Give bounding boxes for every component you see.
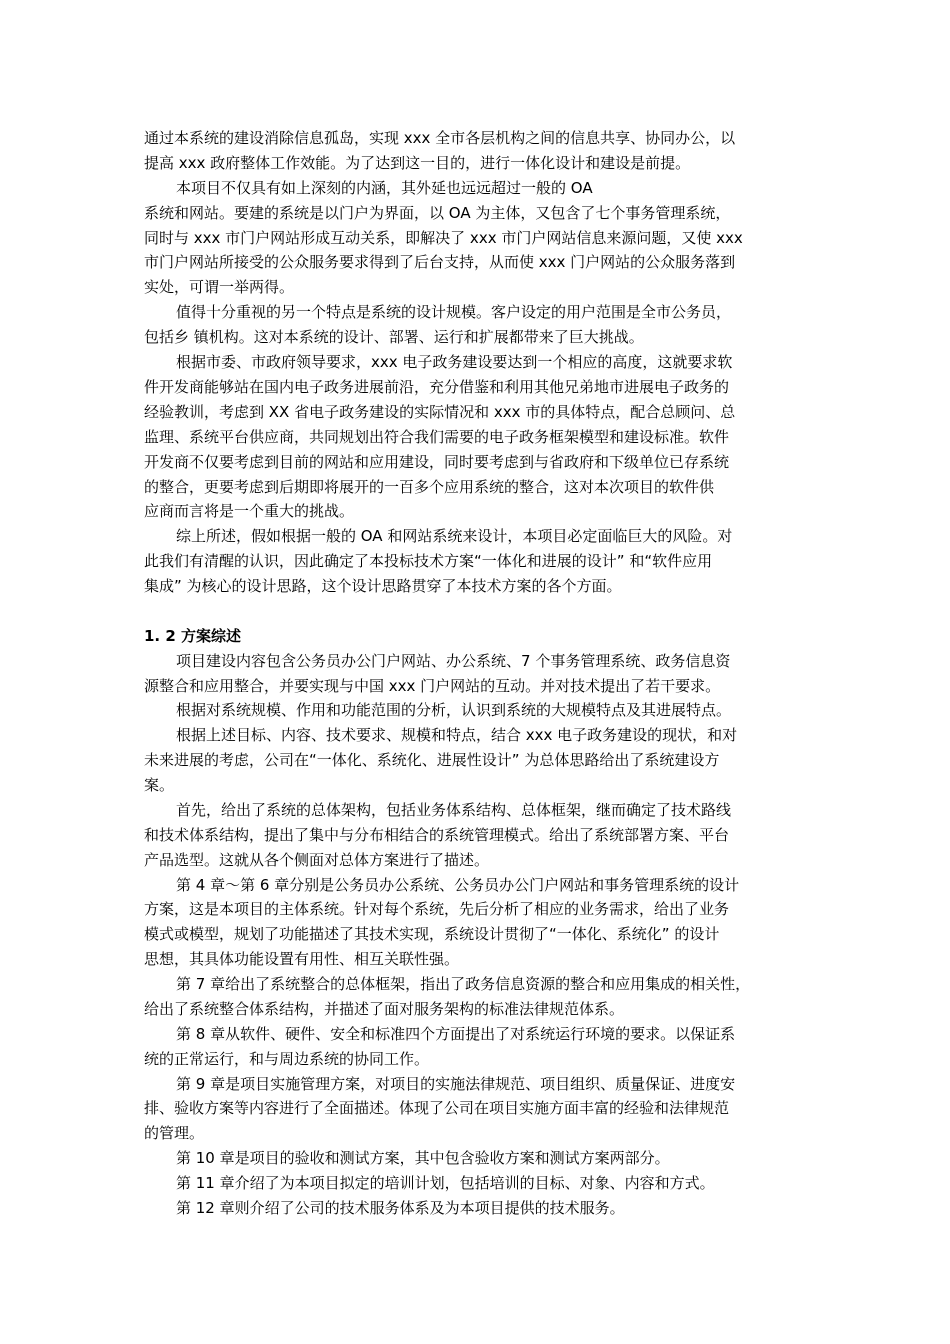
text-line: 未来进展的考虑，公司在“一体化、系统化、进展性设计” 为总体思路给出了系统建设方 xyxy=(144,751,720,769)
text-line: 和技术体系结构，提出了集中与分布相结合的系统管理模式。给出了系统部署方案、平台 xyxy=(144,826,730,844)
text-line: 开发商不仅要考虑到目前的网站和应用建设，同时要考虑到与省政府和下级单位已存系统 xyxy=(144,453,730,471)
text-line: 监理、系统平台供应商，共同规划出符合我们需要的电子政务框架模型和建设标准。软件 xyxy=(144,428,730,446)
text-line: 第 12 章则介绍了公司的技术服务体系及为本项目提供的技术服务。 xyxy=(176,1199,625,1217)
text-line: 首先，给出了系统的总体架构，包括业务体系结构、总体框架，继而确定了技术路线 xyxy=(176,801,732,819)
text-line: 第 10 章是项目的验收和测试方案，其中包含验收方案和测试方案两部分。 xyxy=(176,1149,670,1167)
text-line: 产品选型。这就从各个侧面对总体方案进行了描述。 xyxy=(144,851,490,869)
text-line: 案。 xyxy=(144,776,175,794)
text-line: 本项目不仅具有如上深刻的内涵，其外延也远远超过一般的 OA xyxy=(176,179,593,197)
text-line: 经验教训，考虑到 XX 省电子政务建设的实际情况和 xxx 市的具体特点，配合总顾问、总 xyxy=(144,403,736,421)
text-line: 排、验收方案等内容进行了全面描述。体现了公司在项目实施方面丰富的经验和法律规范 xyxy=(144,1099,730,1117)
text-line: 第 7 章给出了系统整合的总体框架，指出了政务信息资源的整合和应用集成的相关性， xyxy=(176,975,751,993)
text-line: 模式或模型，规划了功能描述了其技术实现，系统设计贯彻了“一体化、系统化” 的设计 xyxy=(144,925,720,943)
text-line: 方案，这是本项目的主体系统。针对每个系统，先后分析了相应的业务需求，给出了业务 xyxy=(144,900,730,918)
section-heading: 1. 2 方案综述 xyxy=(144,627,242,645)
text-line: 给出了系统整合体系结构，并描述了面对服务架构的标准法律规范体系。 xyxy=(144,1000,625,1018)
text-line: 思想，其具体功能设置有用性、相互关联性强。 xyxy=(144,950,460,968)
text-line: 此我们有清醒的认识，因此确定了本投标技术方案“一体化和进展的设计” 和“软件应用 xyxy=(144,552,713,570)
text-line: 第 9 章是项目实施管理方案，对项目的实施法律规范、项目组织、质量保证、进度安 xyxy=(176,1075,736,1093)
text-line: 统的正常运行，和与周边系统的协同工作。 xyxy=(144,1050,430,1068)
text-line: 市门户网站所接受的公众服务要求得到了后台支持，从而使 xxx 门户网站的公众服务落到 xyxy=(144,253,736,271)
text-line: 第 8 章从软件、硬件、安全和标准四个方面提出了对系统运行环境的要求。以保证系 xyxy=(176,1025,736,1043)
text-line: 第 4 章～第 6 章分别是公务员办公系统、公务员办公门户网站和事务管理系统的设计 xyxy=(176,876,740,894)
text-line: 包括乡 镇机构。这对本系统的设计、部署、运行和扩展都带来了巨大挑战。 xyxy=(144,328,644,346)
text-line: 通过本系统的建设消除信息孤岛，实现 xxx 全市各层机构之间的信息共享、协同办公，以 xyxy=(144,129,736,147)
text-line: 的管理。 xyxy=(144,1124,205,1142)
text-line: 综上所述，假如根据一般的 OA 和网站系统来设计，本项目必定面临巨大的风险。对 xyxy=(176,527,733,545)
text-line: 源整合和应用整合，并要实现与中国 xxx 门户网站的互动。并对技术提出了若干要求。 xyxy=(144,677,721,695)
text-line: 提高 xxx 政府整体工作效能。为了达到这一目的，进行一体化设计和建设是前提。 xyxy=(144,154,691,172)
text-line: 值得十分重视的另一个特点是系统的设计规模。客户设定的用户范围是全市公务员， xyxy=(176,303,732,321)
text-line: 同时与 xxx 市门户网站形成互动关系，即解决了 xxx 市门户网站信息来源问题，又使 xxx xyxy=(144,229,743,247)
text-line: 项目建设内容包含公务员办公门户网站、办公系统、7 个事务管理系统、政务信息资 xyxy=(176,652,731,670)
text-line: 根据上述目标、内容、技术要求、规模和特点，结合 xxx 电子政务建设的现状，和对 xyxy=(176,726,738,744)
text-line: 集成” 为核心的设计思路，这个设计思路贯穿了本技术方案的各个方面。 xyxy=(144,577,622,595)
text-line: 件开发商能够站在国内电子政务进展前沿，充分借鉴和利用其他兄弟地市进展电子政务的 xyxy=(144,378,730,396)
text-line: 根据市委、市政府领导要求，xxx 电子政务建设要达到一个相应的高度，这就要求软 xyxy=(176,353,733,371)
text-line: 的整合，更要考虑到后期即将展开的一百多个应用系统的整合，这对本次项目的软件供 xyxy=(144,478,715,496)
text-line: 根据对系统规模、作用和功能范围的分析，认识到系统的大规模特点及其进展特点。 xyxy=(176,701,732,719)
text-line: 实处，可谓一举两得。 xyxy=(144,278,295,296)
text-line: 系统和网站。要建的系统是以门户为界面，以 OA 为主体，又包含了七个事务管理系统， xyxy=(144,204,731,222)
text-line: 第 11 章介绍了为本项目拟定的培训计划，包括培训的目标、对象、内容和方式。 xyxy=(176,1174,715,1192)
text-line: 应商而言将是一个重大的挑战。 xyxy=(144,502,355,520)
